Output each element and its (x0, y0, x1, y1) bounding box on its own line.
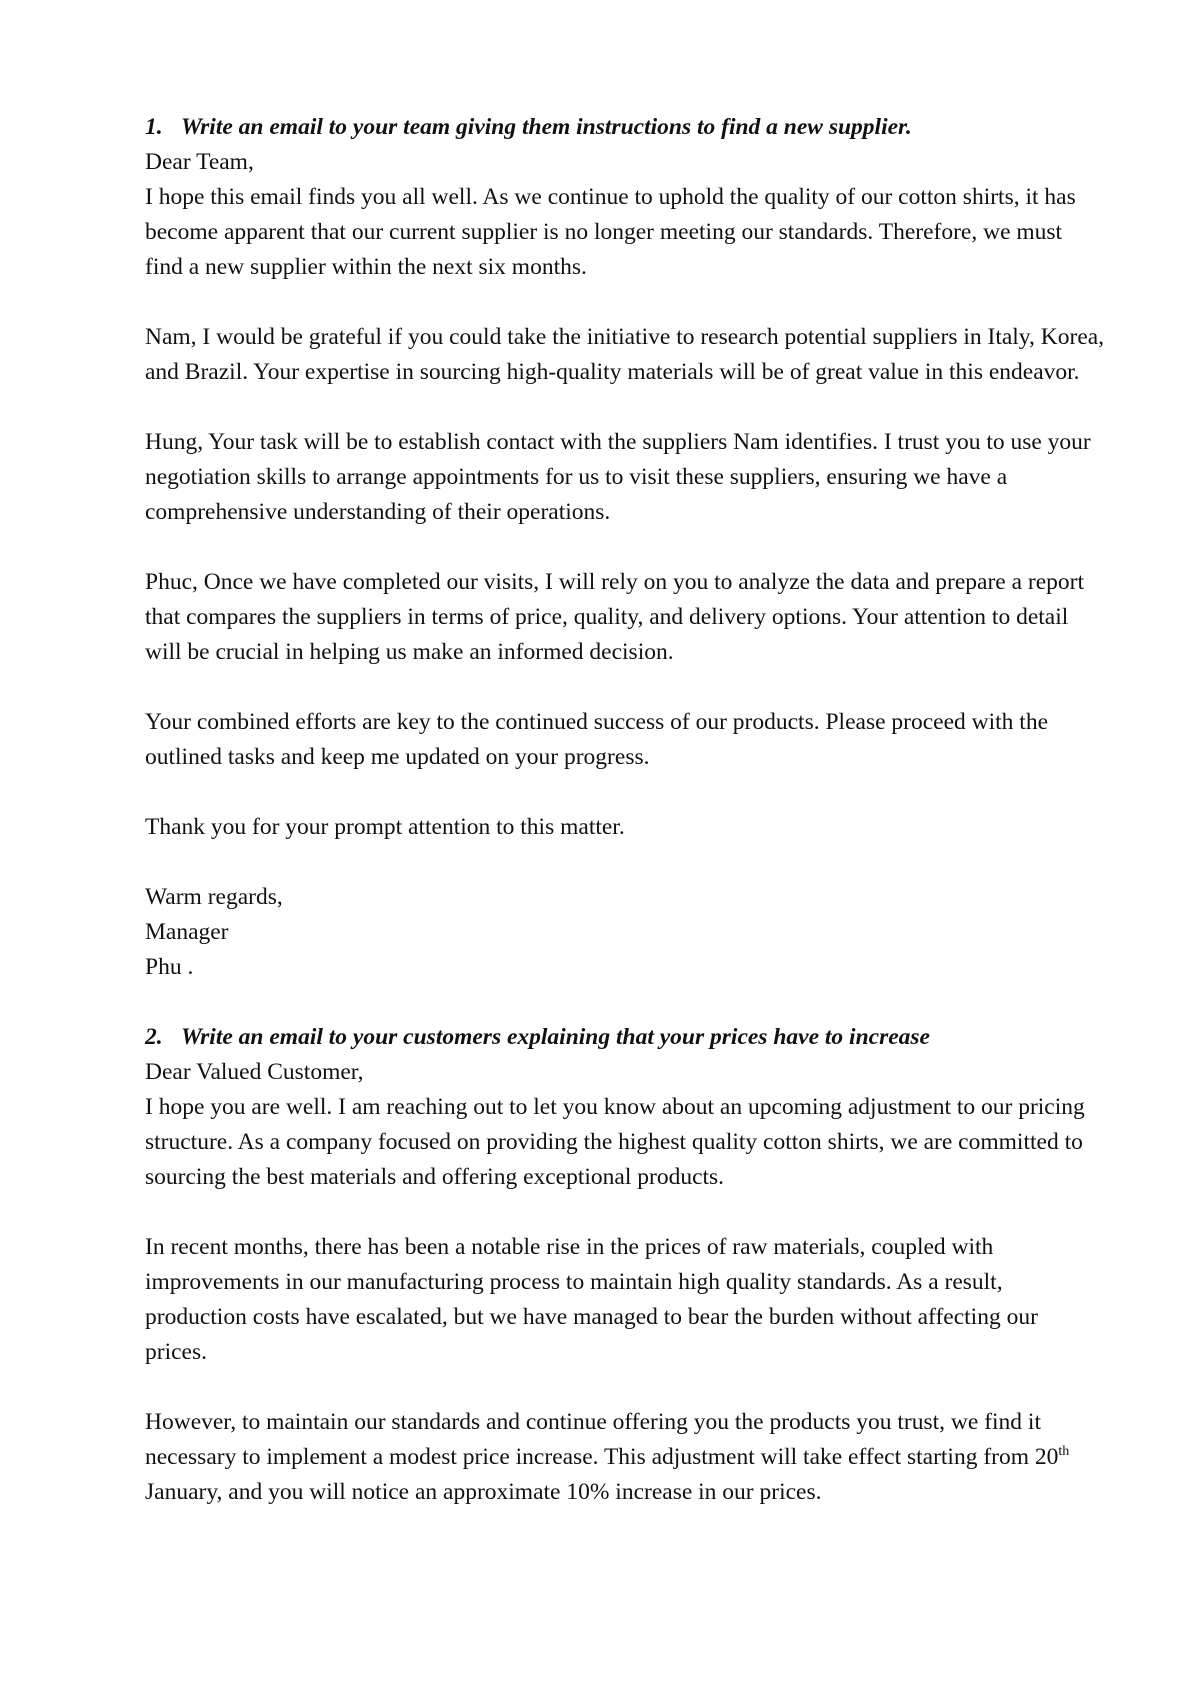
email2-paragraph-2: In recent months, there has been a notable rise in the prices of raw materials, coupled with improvements in our manufacturing process to maintain high quality standards. As a result, production costs have escalated, but we have managed to bear the burden without affecting our prices. (145, 1234, 1038, 1365)
email1-signature (145, 880, 1105, 985)
email2-paragraph-3 (145, 1405, 1105, 1510)
email1-paragraph-2: Nam, I would be grateful if you could take the initiative to research potential suppliers in Italy, Korea, and Brazil. Your expertise in sourcing high-quality materials will be of great value in this endeavor. (145, 324, 1105, 385)
email2-ordinal-suffix: th (1058, 1443, 1070, 1460)
email2-paragraph-1: I hope you are well. I am reaching out to let you know about an upcoming adjustment to our pricing structure. As a company focused on providing the highest quality cotton shirts, we are committed to sourcing the best materials and offering exceptional products. (145, 1094, 1085, 1190)
email1-closing: Warm regards, (145, 884, 283, 910)
email1-number: 1. (145, 114, 163, 140)
email1-paragraph-6: Thank you for your prompt attention to this matter. (145, 814, 625, 840)
email2-heading (145, 1020, 1105, 1055)
email1-heading (145, 110, 1105, 145)
email1-paragraph-4: Phuc, Once we have completed our visits, I will rely on you to analyze the data and prepare a report that compares the suppliers in terms of price, quality, and delivery options. Your attention to detail will be crucial in helping us make an informed decision. (145, 569, 1085, 665)
email1-paragraph-1: I hope this email finds you all well. As we continue to uphold the quality of our cotton shirts, it has become apparent that our current supplier is no longer meeting our standards. Therefore, we must find a new supplier within the next six months. (145, 184, 1076, 280)
email1-paragraph-3: Hung, Your task will be to establish contact with the suppliers Nam identifies. I trust you to use your negotiation skills to arrange appointments for us to visit these suppliers, ensuring we have a comprehensive understanding of their operations. (145, 429, 1091, 525)
email1-heading-text: Write an email to your team giving them instructions to find a new supplier. (181, 114, 912, 140)
email1-role: Manager (145, 919, 229, 945)
document-content (145, 110, 1105, 1510)
email1-name: Phu . (145, 954, 194, 980)
email2-heading-text: Write an email to your customers explaining that your prices have to increase (181, 1024, 930, 1050)
email2-number: 2. (145, 1024, 163, 1050)
email1-paragraph-5: Your combined efforts are key to the continued success of our products. Please proceed with the outlined tasks and keep me updated on your progress. (145, 709, 1048, 770)
email2-paragraph-3-after: January, and you will notice an approximate 10% increase in our prices. (145, 1479, 822, 1505)
email2-greeting: Dear Valued Customer, (145, 1059, 364, 1085)
email1-greeting: Dear Team, (145, 149, 254, 175)
email2-paragraph-3-before: However, to maintain our standards and continue offering you the products you trust, we find it necessary to implement a modest price increase. This adjustment will take effect starting from 20 (145, 1409, 1059, 1470)
